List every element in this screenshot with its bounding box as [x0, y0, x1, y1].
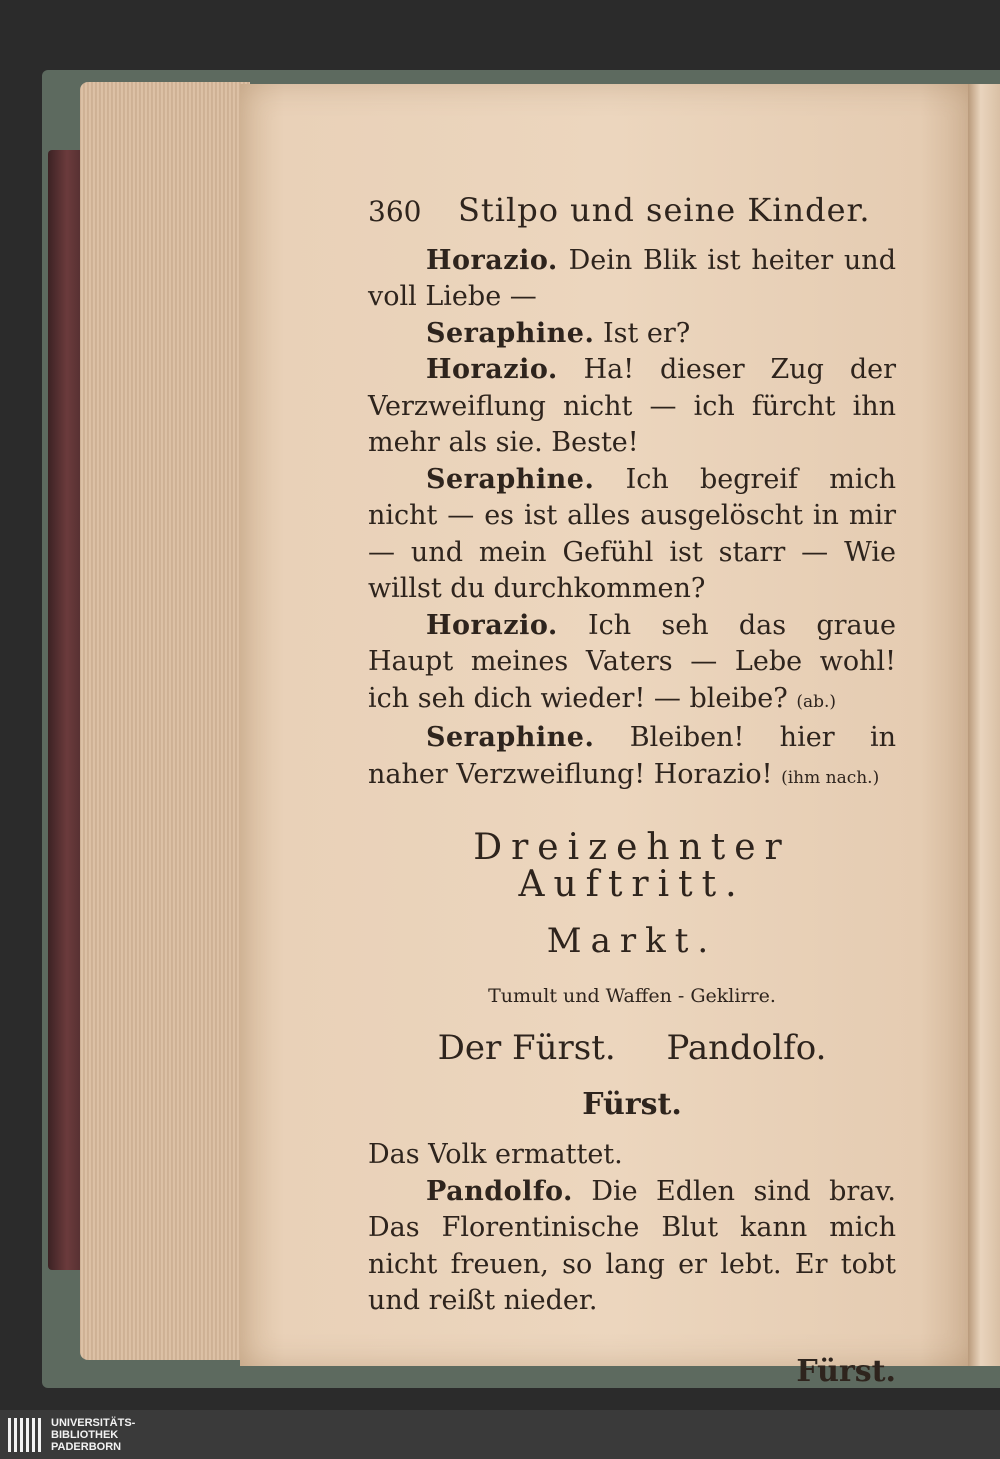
speaker-name: Seraphine. — [426, 463, 595, 495]
person-name: Pandolfo. — [666, 1028, 827, 1068]
dialogue-text: Ist er? — [602, 317, 691, 349]
speaker-name: Seraphine. — [426, 722, 595, 753]
dialogue-paragraph — [368, 608, 896, 721]
stage-direction: (ab.) — [796, 691, 837, 712]
catchword: Fürst. — [796, 1353, 896, 1389]
dialogue-text: Ich begreif mich nicht — es ist alles ausgelöscht in mir — und mein Gefühl ist starr — Wie willst du durchkommen? — [368, 463, 896, 604]
speaker-name: Horazio. — [426, 609, 558, 641]
person-name: Der Fürst. — [437, 1028, 616, 1068]
running-head: Stilpo und seine Kinder. — [458, 191, 871, 229]
dialogue-text: Bleiben! hier in naher Verzweiflung! Horazio! — [368, 722, 896, 790]
scene-title: Dreizehnter Auftritt. — [473, 827, 791, 905]
page-header — [368, 192, 896, 231]
dialogue-text: Das Volk ermattet. — [368, 1139, 623, 1170]
dialogue-text: Dein Blik ist heiter und voll Liebe — — [368, 244, 896, 312]
library-line: PADERBORN — [51, 1440, 122, 1453]
page-edges — [80, 82, 250, 1360]
dialogue-paragraph — [368, 316, 896, 353]
speaker-name: Horazio. — [426, 244, 558, 276]
stage-direction: (ihm nach.) — [781, 767, 880, 788]
speaker-heading: Fürst. — [582, 1086, 682, 1122]
dialogue-paragraph — [368, 352, 896, 462]
dialogue-paragraph — [368, 1137, 896, 1174]
facing-page-edge — [968, 84, 1000, 1366]
dialogue-paragraph — [368, 243, 896, 316]
scene-location: Markt. — [546, 921, 718, 961]
dialogue-paragraph — [368, 1174, 896, 1320]
dialogue-text: Die Edlen sind brav. Das Florentinische Blut kann mich nicht freuen, so lang er lebt. Er tobt und reißt nieder. — [368, 1175, 896, 1316]
speaker-name: Horazio. — [426, 354, 558, 385]
footer-bar — [0, 1410, 1000, 1459]
page-number: 360 — [368, 195, 422, 228]
library-logo — [8, 1417, 135, 1453]
scene-direction: Tumult und Waffen - Geklirre. — [488, 984, 776, 1007]
speaker-name: Seraphine. — [426, 317, 595, 349]
scene-persons — [368, 1030, 896, 1067]
dialogue-text: Ich seh das graue Haupt meines Vaters — Lebe wohl! ich seh dich wieder! — bleibe? — [368, 609, 896, 714]
dialogue-text: Ha! dieser Zug der Verzweiflung nicht — ich fürcht ihn mehr als sie. Beste! — [368, 354, 896, 458]
page-text — [368, 192, 896, 1390]
dialogue-paragraph — [368, 720, 896, 796]
dialogue-paragraph — [368, 462, 896, 608]
speaker-name: Pandolfo. — [426, 1175, 573, 1207]
library-line: BIBLIOTHEK — [51, 1428, 119, 1441]
library-line: UNIVERSITÄTS- — [51, 1416, 136, 1429]
library-name — [51, 1417, 135, 1453]
barcode-icon — [8, 1418, 41, 1452]
